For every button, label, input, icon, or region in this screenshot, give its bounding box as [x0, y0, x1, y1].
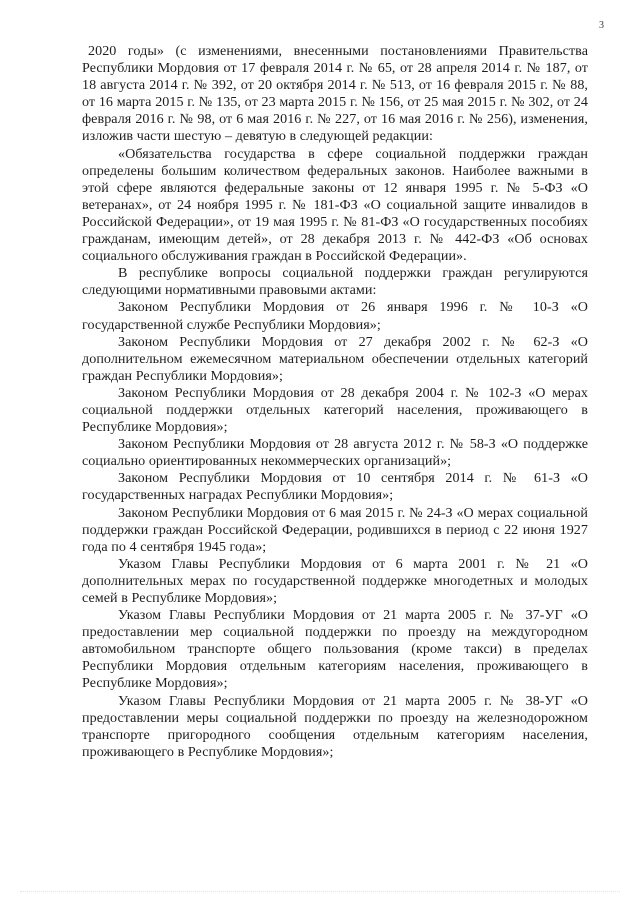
list-item-decree-21: Указом Главы Республики Мордовия от 6 марта 2001 г. № 21 «О дополнительных мерах по государственной поддержке многодетных и молодых семей в Республике Мордовия»; [82, 555, 588, 606]
paragraph-regional-acts-intro: В республике вопросы социальной поддержки граждан регулируются следующими нормативными правовыми актами: [82, 265, 588, 299]
paragraph-federal-laws: «Обязательства государства в сфере социальной поддержки граждан определены большим количеством федеральных законов. Наиболее важными в этой сфере являются федеральные законы от 12 января 1995 г. № 5-ФЗ «О ветеранах», от 24 ноября 1995 г. № 181-ФЗ «О социальной защите инвалидов в Российской Федерации», от 19 мая 1995 г. № 81-ФЗ «О государственных пособиях гражданам, имеющим детей», от 28 декабря 2013 г. № 442-ФЗ «Об основах социального обслуживания граждан в Российской Федерации». [82, 145, 588, 265]
list-item-law-58-z: Законом Республики Мордовия от 28 августа 2012 г. № 58-З «О поддержке социально ориентированных некоммерческих организаций»; [82, 436, 588, 470]
list-item-law-102-z: Законом Республики Мордовия от 28 декабря 2004 г. № 102-З «О мерах социальной поддержки отдельных категорий населения, проживающего в Республике Мордовия»; [82, 384, 588, 436]
list-item-law-61-z: Законом Республики Мордовия от 10 сентября 2014 г. № 61-З «О государственных наградах Республики Мордовия»; [82, 470, 588, 504]
paragraph-amendments-intro: 2020 годы» (с изменениями, внесенными постановлениями Правительства Республики Мордовия от 17 февраля 2014 г. № 65, от 28 апреля 2014 г. № 187, от 18 августа 2014 г. № 392, от 20 октября 2014 г. № 513, от 16 февраля 2015 г. № 88, от 16 марта 2015 г. № 135, от 23 марта 2015 г. № 156, от 25 мая 2015 г. № 302, от 24 февраля 2016 г. № 98, от 6 мая 2016 г. № 227, от 16 мая 2016 г. № 256), изменения, изложив части шестую – девятую в следующей редакции: [82, 43, 588, 145]
scan-edge-noise [20, 891, 620, 893]
list-item-law-24-z: Законом Республики Мордовия от 6 мая 2015 г. № 24-З «О мерах социальной поддержки граждан Российской Федерации, родившихся в период с 22 июня 1927 года по 4 сентября 1945 года»; [82, 504, 588, 555]
page-number: 3 [599, 20, 604, 31]
list-item-law-10-z: Законом Республики Мордовия от 26 января 1996 г. № 10-З «О государственной службе Республики Мордовия»; [82, 299, 588, 333]
list-item-decree-38-ug: Указом Главы Республики Мордовия от 21 марта 2005 г. № 38-УГ «О предоставлении меры социальной поддержки по проезду на железнодорожном транспорте пригородного сообщения отдельным категориям населения, проживающего в Республике Мордовия»; [82, 692, 588, 760]
document-body [82, 43, 588, 761]
list-item-law-62-z: Законом Республики Мордовия от 27 декабря 2002 г. № 62-З «О дополнительном ежемесячном материальном обеспечении отдельных категорий граждан Республики Мордовия»; [82, 333, 588, 384]
list-item-decree-37-ug: Указом Главы Республики Мордовия от 21 марта 2005 г. № 37-УГ «О предоставлении мер социальной поддержки по проезду на междугородном автомобильном транспорте общего пользования (кроме такси) в пределах Республики Мордовия отдельным категориям населения, проживающего в Республике Мордовия»; [82, 607, 588, 692]
